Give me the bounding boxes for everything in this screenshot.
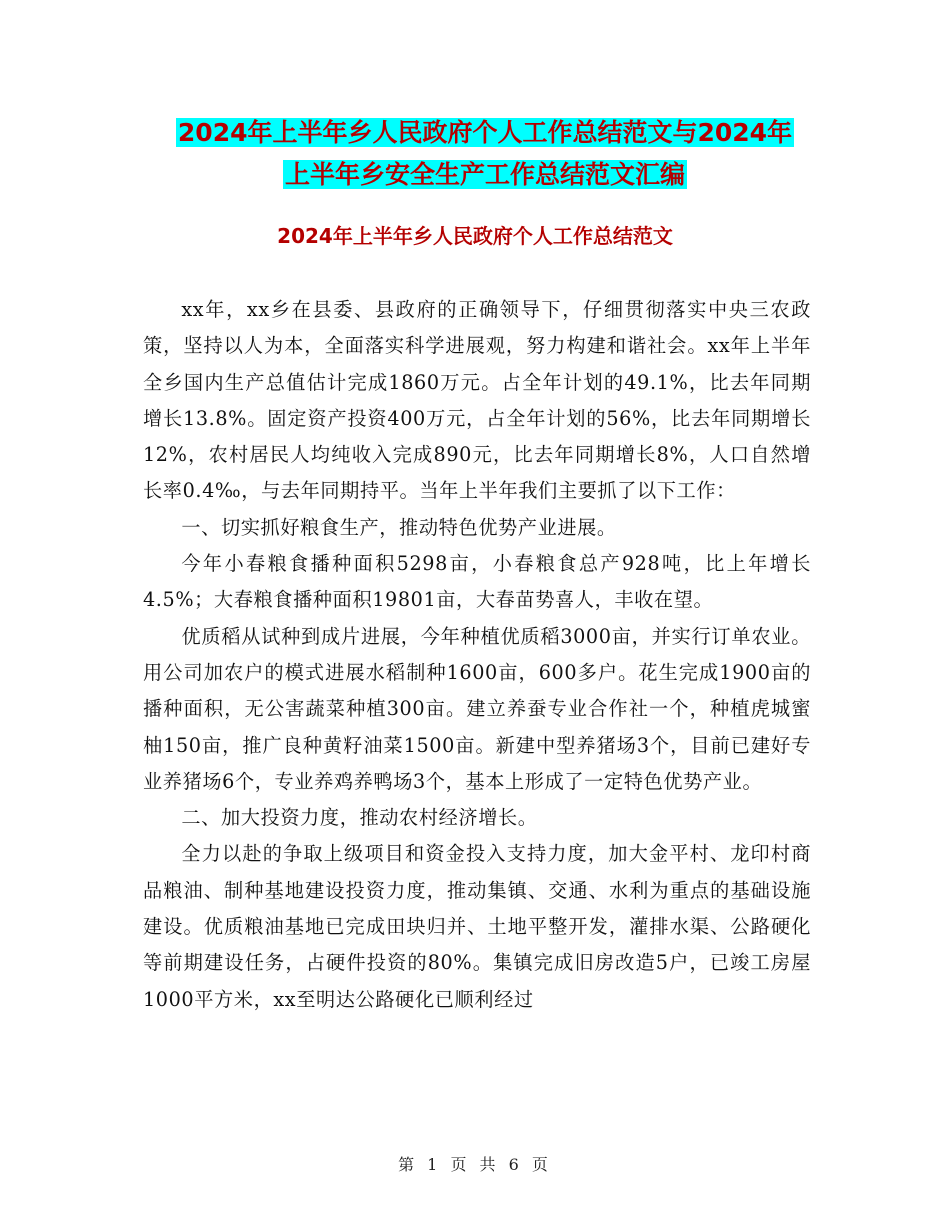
paragraph-rice: 优质稻从试种到成片进展，今年种植优质稻3000亩，并实行订单农业。用公司加农户的模式进展水稻制种1600亩，600多户。花生完成1900亩的播种面积，无公害蔬菜种植300亩。建立养蚕专业合作社一个，种植虎城蜜柚150亩，推广良种黄籽油菜1500亩。新建中型养猪场3个，目前已建好专业养猪场6个，专业养鸡养鸭场3个，基本上形成了一定特色优势产业。 bbox=[143, 624, 811, 793]
title-line-1-text: 2024年上半年乡人民政府个人工作总结范文与2024年 bbox=[177, 118, 793, 147]
title-line-2-text: 上半年乡安全生产工作总结范文汇编 bbox=[284, 160, 685, 189]
section-heading: 2024年上半年乡人民政府个人工作总结范文 bbox=[277, 224, 673, 248]
paragraph-intro: xx年，xx乡在县委、县政府的正确领导下，仔细贯彻落实中央三农政策，坚持以人为本，全面落实科学进展观，努力构建和谐社会。xx年上半年全乡国内生产总值估计完成1860万元。占全年计划的49.1%，比去年同期增长13.8%。固定资产投资400万元，占全年计划的56%，比去年同期增长12%，农村居民人均纯收入完成890元，比去年同期增长8%，人口自然增长率0.4‰，与去年同期持平。当年上半年我们主要抓了以下工作： bbox=[143, 298, 811, 503]
document-title bbox=[140, 112, 830, 196]
page-footer: 第 1 页 共 6 页 bbox=[398, 1155, 552, 1174]
paragraph-investment: 全力以赴的争取上级项目和资金投入支持力度，加大金平村、龙印村商品粮油、制种基地建设投资力度，推动集镇、交通、水利为重点的基础设施建设。优质粮油基地已完成田块归并、土地平整开发，灌排水渠、公路硬化等前期建设任务，占硬件投资的80%。集镇完成旧房改造5户，已竣工房屋1000平方米，xx至明达公路硬化已顺利经过 bbox=[143, 842, 811, 1011]
paragraph-heading-2: 二、加大投资力度，推动农村经济增长。 bbox=[181, 806, 538, 830]
title-line-2 bbox=[140, 154, 830, 196]
body-text bbox=[143, 292, 811, 1018]
paragraph-grain: 今年小春粮食播种面积5298亩，小春粮食总产928吨，比上年增长4.5%；大春粮食播种面积19801亩，大春苗势喜人，丰收在望。 bbox=[143, 552, 811, 612]
paragraph-heading-1: 一、切实抓好粮食生产，推动特色优势产业进展。 bbox=[181, 515, 617, 539]
title-line-1 bbox=[140, 112, 830, 154]
